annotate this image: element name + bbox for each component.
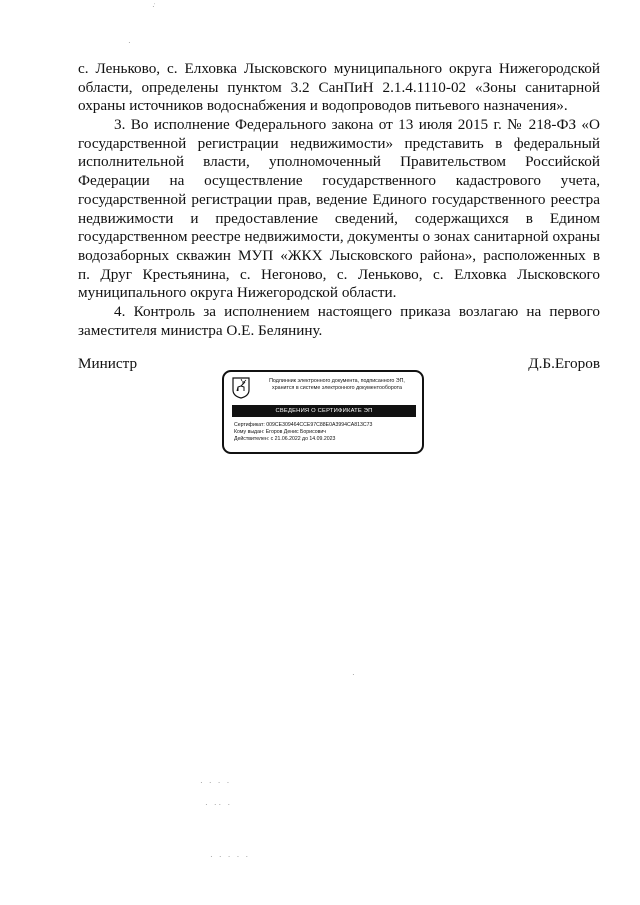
signatory-position: Министр <box>78 355 138 372</box>
body-line: государственном реестре недвижимости, документы о зонах санитарной охраны <box>78 228 600 246</box>
body-line: 4. Контроль за исполнением настоящего приказа возлагаю на первого <box>114 302 600 320</box>
scan-artifact: · <box>352 670 357 679</box>
body-line: области, определены пунктом 3.2 СанПиН 2.1.4.1110-02 «Зоны санитарной <box>78 78 600 96</box>
nizhny-novgorod-deer-emblem-icon <box>232 377 250 399</box>
body-line: с. Леньково, с. Елховка Лысковского муниципального округа Нижегородской <box>78 60 600 77</box>
body-line: недвижимости и предоставление сведений, содержащихся в Едином <box>78 209 600 227</box>
body-line: охраны источников водоснабжения и водопроводов питьевого назначения». <box>78 97 568 115</box>
stamp-details <box>234 422 418 444</box>
scan-artifact: · · · · <box>200 778 232 787</box>
body-line: государственной регистрации недвижимости» представить в федеральный <box>78 134 600 152</box>
body-line: заместителя министра О.Е. Белянину. <box>78 321 323 339</box>
electronic-signature-stamp <box>222 370 424 454</box>
scan-artifact: · ·· · <box>205 800 233 809</box>
body-line: исполнительной власти, уполномоченный Правительством Российской <box>78 153 600 171</box>
body-line: 3. Во исполнение Федерального закона от 13 июля 2015 г. № 218-ФЗ «О <box>114 116 600 134</box>
stamp-note-line: Подлинник электронного документа, подписанного ЭП, <box>269 378 405 384</box>
stamp-title-bar: СВЕДЕНИЯ О СЕРТИФИКАТЕ ЭП <box>232 405 416 417</box>
body-line: государственной регистрации прав, ведение Единого государственного реестра <box>78 190 600 208</box>
body-line: муниципального округа Нижегородской области. <box>78 284 397 302</box>
body-line: водозаборных скважин МУП «ЖКХ Лысковского района», расположенных в <box>78 246 600 264</box>
stamp-note-line: хранится в системе электронного документооборота <box>272 384 402 391</box>
body-line: п. Друг Крестьянина, с. Негоново, с. Леньково, с. Елховка Лысковского <box>78 265 600 283</box>
certificate-owner: Кому выдан: Егоров Денис Борисович <box>234 429 326 436</box>
certificate-validity: Действителен: с 21.06.2022 до 14.09.2023 <box>234 436 336 443</box>
stamp-note <box>254 378 420 392</box>
scan-artifact: · · · · · <box>210 852 251 861</box>
scan-artifact: · <box>128 38 133 47</box>
document-body <box>78 60 600 340</box>
signatory-name: Д.Б.Егоров <box>528 355 600 372</box>
scan-artifact: ·̇ <box>152 2 157 11</box>
certificate-number: Сертификат: 009CE309464CCE97C88E0A3994CA813C73 <box>234 422 373 428</box>
body-line: Федерации на осуществление государственного кадастрового учета, <box>78 172 600 190</box>
